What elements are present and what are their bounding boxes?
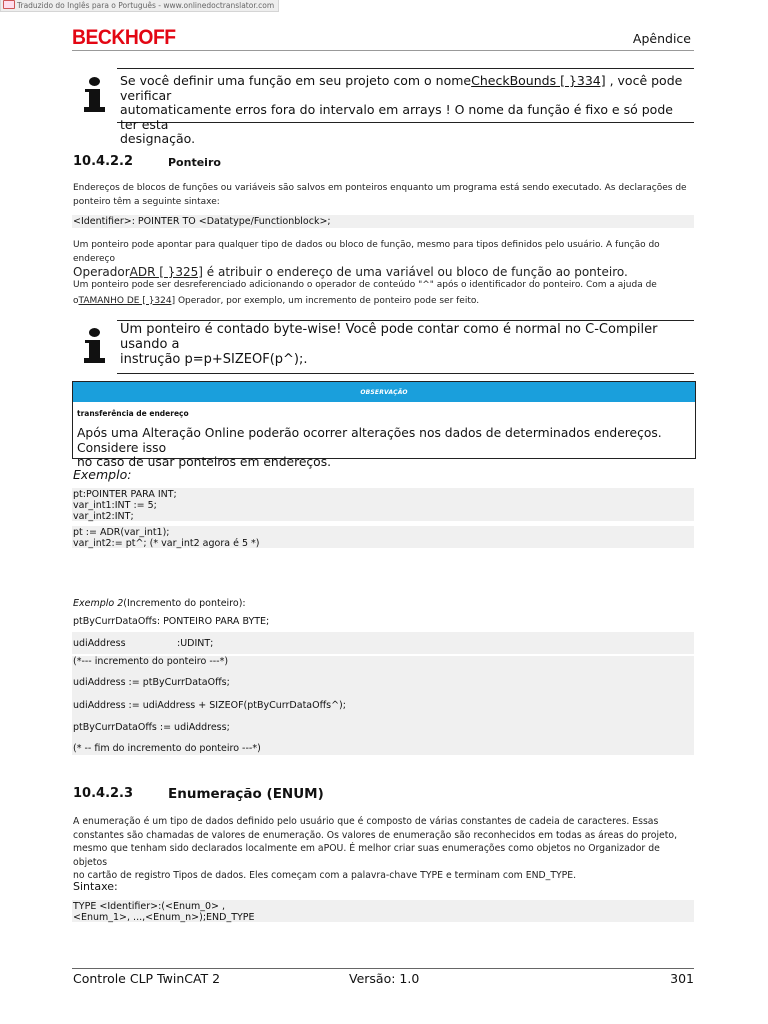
code-line: (*--- incremento do ponteiro ---*) — [73, 656, 229, 667]
observation-header: OBSERVAÇÃO — [73, 382, 695, 402]
note-checkbounds — [117, 68, 694, 146]
text-line: constantes são chamadas de valores de enumeração. Os valores de enumeração são reconhecidos em todas as áreas do projeto, — [73, 829, 678, 841]
text: Operador, por exemplo, um incremento de ponteiro pode ser feito. — [175, 295, 480, 306]
info-icon — [84, 328, 106, 363]
code-line: udiAddress := udiAddress + SIZEOF(ptByCurrDataOffs^); — [73, 700, 346, 711]
code-block — [72, 526, 694, 548]
sizeof-link[interactable]: TAMANHO DE [ }324] — [78, 295, 176, 306]
example2-label — [73, 598, 246, 609]
text-line: no cartão de registro Tipos de dados. Eles começam com a palavra-chave TYPE e terminam com END_TYPE. — [73, 870, 577, 881]
code-block — [72, 900, 694, 922]
text: Exemplo 2 — [73, 598, 124, 609]
note-line-3: designação. — [120, 131, 196, 146]
code-line: (* -- fim do incremento do ponteiro ---*) — [73, 743, 261, 754]
code-line: ptByCurrDataOffs: PONTEIRO PARA BYTE; — [73, 616, 270, 627]
observation-text — [77, 426, 687, 470]
footer-title: Controle CLP TwinCAT 2 — [73, 971, 221, 986]
checkbounds-link[interactable]: CheckBounds [ }334] — [471, 73, 606, 88]
code-line: pt:POINTER PARA INT; — [73, 489, 177, 500]
note-line: Um ponteiro é contado byte-wise! Você pode contar como é normal no C-Compiler usando a — [120, 322, 658, 352]
code-line: TYPE <Identifier>:(<Enum_0> , — [73, 901, 226, 912]
text: é atribuir o endereço de uma variável ou bloco de função ao ponteiro. — [202, 265, 628, 279]
note-pointer-bytewise — [117, 320, 694, 374]
adr-link[interactable]: ADR [ }325] — [129, 265, 203, 279]
info-icon — [84, 77, 106, 112]
translator-bar[interactable] — [0, 0, 279, 12]
code-line: var_int1:INT := 5; — [73, 500, 157, 511]
code-line: var_int2:= pt^; (* var_int2 agora é 5 *) — [73, 538, 260, 549]
syntax-label: Sintaxe: — [73, 880, 118, 893]
code-line: <Enum_1>, ...,<Enum_n>);END_TYPE — [73, 912, 255, 923]
code-line: var_int2:INT; — [73, 511, 134, 522]
code-block — [72, 215, 694, 228]
paragraph — [73, 182, 693, 209]
code-line: pt := ADR(var_int1); — [73, 527, 170, 538]
text: o — [73, 295, 79, 306]
code-line: udiAddress — [73, 638, 126, 649]
section-title: Apêndice — [632, 31, 691, 46]
footer-version: Versão: 1.0 — [349, 971, 420, 986]
text-line: Um ponteiro pode ser desreferenciado adicionando o operador de conteúdo "^" após o identificador do ponteiro. Com a ajuda de — [73, 280, 657, 290]
paragraph — [73, 239, 693, 308]
example-label: Exemplo: — [73, 467, 132, 482]
text-line: no caso de usar ponteiros em endereços. — [77, 455, 332, 469]
section-number: 10.4.2.3 — [73, 786, 134, 801]
paragraph — [73, 815, 693, 883]
text-line: mesmo que tenham sido declarados localmente em aPOU. É melhor criar suas enumerações como objetos no Organizador de objetos — [73, 843, 660, 868]
text: Operador — [73, 265, 130, 279]
section-number: 10.4.2.2 — [73, 154, 134, 169]
translate-icon — [3, 0, 15, 9]
text-line: Endereços de blocos de funções ou variáveis são salvos em ponteiros enquanto um programa está sendo executado. As declarações de — [73, 183, 687, 193]
code-block — [72, 632, 694, 654]
code-line: ptByCurrDataOffs := udiAddress; — [73, 722, 230, 733]
note-line-2: automaticamente erros fora do intervalo em arrays ! O nome da função é fixo e só pode ter esta — [120, 102, 673, 132]
code-line: udiAddress := ptByCurrDataOffs; — [73, 677, 230, 688]
section-title-ponteiro: Ponteiro — [168, 156, 221, 169]
text-line: Após uma Alteração Online poderão ocorrer alterações nos dados de determinados endereços. Considere isso — [77, 426, 662, 455]
note-text: Se você definir uma função em seu projeto com o nome — [120, 73, 472, 88]
text: (Incremento do ponteiro): — [123, 598, 246, 609]
code-line: :UDINT; — [177, 638, 214, 649]
beckhoff-logo: BECKHOFF — [72, 26, 176, 49]
translator-bar-text: Traduzido do Inglês para o Português - www.onlinedoctranslator.com — [17, 1, 275, 10]
text-line: Um ponteiro pode apontar para qualquer tipo de dados ou bloco de função, mesmo para tipos definidos pelo usuário. A função do endereço — [73, 240, 660, 264]
note-line: instrução p=p+SIZEOF(p^);. — [120, 352, 308, 367]
text-line: A enumeração é um tipo de dados definido pelo usuário que é composto de várias constantes de cadeia de caracteres. Essas — [73, 816, 659, 827]
observation-subtitle: transferência de endereço — [77, 409, 189, 418]
code-line: <Identifier>: POINTER TO <Datatype/Functionblock>; — [73, 216, 331, 227]
text-line: ponteiro têm a seguinte sintaxe: — [73, 196, 220, 207]
code-block — [72, 656, 694, 755]
code-block — [72, 488, 694, 521]
note-text: , você pode verificar — [120, 73, 683, 103]
observation-box — [72, 381, 696, 469]
section-title-enum: Enumeração (ENUM) — [168, 786, 324, 802]
footer-divider — [72, 968, 694, 969]
header-divider — [72, 50, 694, 51]
page-number: 301 — [670, 971, 694, 986]
